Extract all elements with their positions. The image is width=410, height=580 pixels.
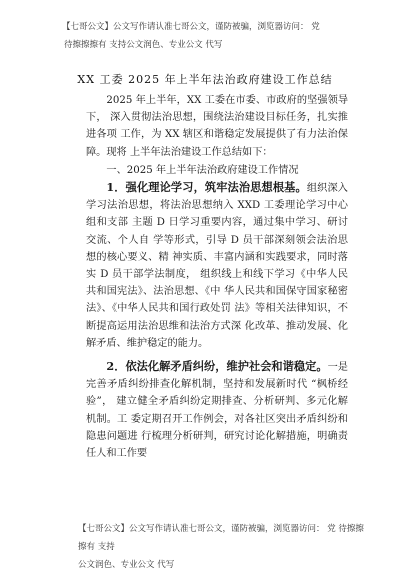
item-2-text: 一是完善矛盾纠纷排查化解机制，坚持和发展新时代 “枫桥经验”， 建立健全矛盾纠纷定期排查、分析研判、多元化解机制。工 委定期召开工作例会，对各社区突出矛盾纠纷和隐患问题进 行梳理分析研判，研究讨论化解措施，明确责任人和工作要 — [86, 362, 348, 460]
footer-line-2: 公文润色、专业公文 代写 — [78, 560, 175, 570]
page-header — [62, 18, 372, 54]
item-1-lead: 1．强化理论学习，筑牢法治思想根基。 — [106, 180, 307, 195]
item-2-lead: 2．依法化解矛盾纠纷，维护社会和谐稳定。 — [106, 359, 328, 374]
section-1-heading: 一、2025 年上半年法治政府建设工作情况 — [106, 164, 299, 176]
item-1-paragraph — [86, 179, 348, 352]
document-body — [86, 92, 348, 462]
header-line-1: 【七哥公文】公文写作请认准七哥公文，谨防被骗，浏览器访问： 党 — [62, 22, 320, 32]
page-footer — [78, 520, 368, 574]
header-line-2: 待擦擦擦有 支持公文润色、专业公文 代写 — [64, 40, 223, 50]
item-1-text: 组织深入学习法治思想，将法治思想纳入 XXD 工委理论学习中心组和支部 主题 D 日学习重要内容，通过集中学习、研讨交流、个人自 学等形式，引导 D 员干部深刻领会法治思想的核心要义、精 神实质、丰富内涵和实践要求，同时落实 D 员干部学法制度， 组织线上和线下学习《中华人民共和国宪法》、法治思想、《中 华人民共和国保守国家秘密法》、《中华人民共和国行政处罚 法》等相关法律知识，不断提高运用法治思维和法治方式深 化改革、推动发展、化解矛盾、维护稳定的能力。 — [86, 183, 348, 349]
item-2-paragraph — [86, 358, 348, 462]
footer-line-1: 【七哥公文】公文写作请认准七哥公文，谨防被骗，浏览器访问： 党 待擦擦擦有 支持 — [78, 524, 364, 552]
intro-paragraph: 2025 年上半年，XX 工委在市委、市政府的坚强领导下， 深入贯彻法治思想，围绕法治建设目标任务，扎实推进各项 工作，为 XX 辖区和谐稳定发展提供了有力法治保障。现将 上半年法治建设工作总结如下： — [86, 95, 348, 158]
document-title: XX 工委 2025 年上半年法治政府建设工作总结 — [77, 73, 333, 86]
